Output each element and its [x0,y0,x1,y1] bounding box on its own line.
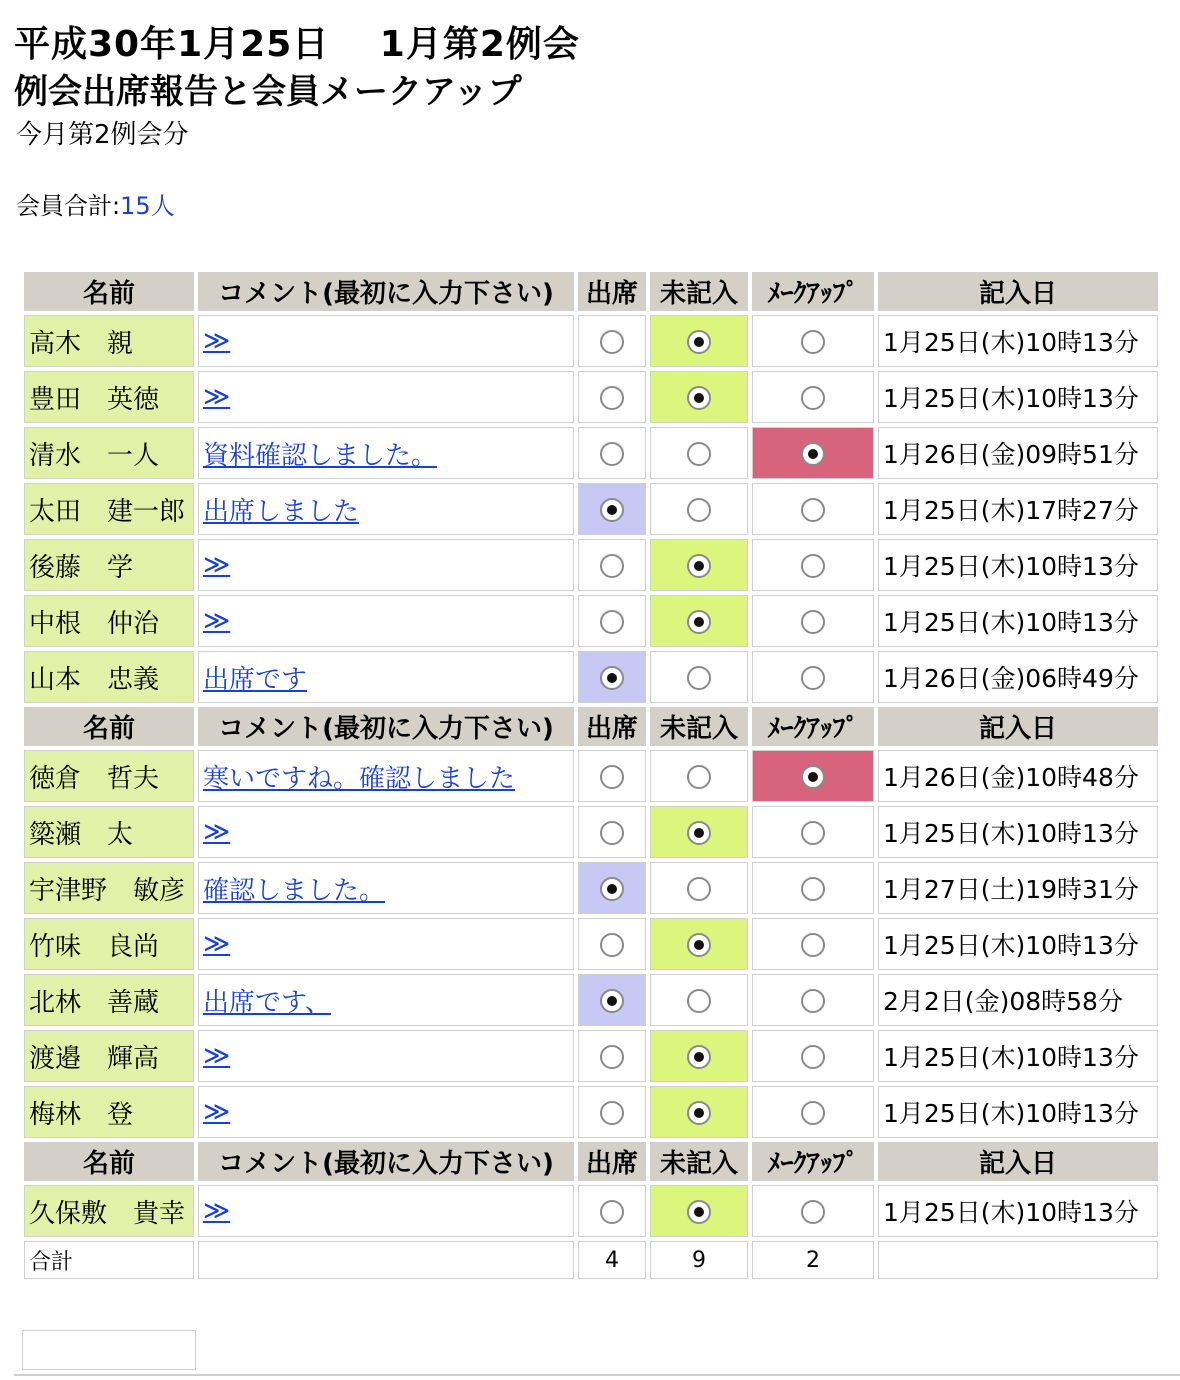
member-name: 太田 建一郎 [24,483,194,535]
column-header: 記入日 [878,272,1158,311]
status-radio[interactable] [600,610,624,634]
status-cell [650,1030,748,1082]
status-cell [578,483,646,535]
comment-cell [198,371,574,423]
status-cell [650,371,748,423]
status-radio[interactable] [687,1045,711,1069]
status-cell [650,595,748,647]
status-radio[interactable] [687,877,711,901]
comment-link[interactable]: ≫ [203,606,231,636]
status-cell [650,918,748,970]
status-cell [650,539,748,591]
comment-cell [198,1086,574,1138]
entry-date: 1月25日(木)10時13分 [878,595,1158,647]
status-cell [650,806,748,858]
status-radio[interactable] [801,610,825,634]
comment-link[interactable]: 出席しました [203,496,360,527]
column-header: 未記入 [650,272,748,311]
table-row [24,1185,1158,1237]
totals-blank [198,1241,574,1279]
status-radio[interactable] [687,386,711,410]
status-cell [752,1185,874,1237]
status-cell [578,750,646,802]
status-cell [650,315,748,367]
status-radio[interactable] [600,877,624,901]
entry-date: 1月25日(木)10時13分 [878,315,1158,367]
comment-link[interactable]: ≫ [203,817,231,847]
comment-cell [198,539,574,591]
total-makeup: 2 [752,1241,874,1279]
table-row [24,427,1158,479]
section-label: 今月第2例会分 [16,120,189,150]
status-cell [752,427,874,479]
status-cell [578,371,646,423]
status-radio[interactable] [687,1200,711,1224]
comment-link[interactable]: 寒いですね。確認しました [203,763,516,794]
status-radio[interactable] [801,1101,825,1125]
status-radio[interactable] [687,765,711,789]
status-radio[interactable] [801,989,825,1013]
status-cell [752,371,874,423]
status-cell [752,750,874,802]
status-radio[interactable] [801,933,825,957]
column-header: 出席 [578,707,646,746]
column-header: 未記入 [650,1142,748,1181]
status-cell [650,974,748,1026]
member-name: 山本 忠義 [24,651,194,703]
table-row [24,651,1158,703]
status-cell [578,974,646,1026]
status-radio[interactable] [687,989,711,1013]
table-row [24,806,1158,858]
comment-cell [198,974,574,1026]
status-cell [650,651,748,703]
column-header: 名前 [24,1142,194,1181]
status-radio[interactable] [801,877,825,901]
status-cell [650,1185,748,1237]
member-name: 梅林 登 [24,1086,194,1138]
status-cell [578,1030,646,1082]
comment-cell [198,1185,574,1237]
totals-blank [878,1241,1158,1279]
entry-date: 1月25日(木)10時13分 [878,918,1158,970]
status-radio[interactable] [600,1101,624,1125]
comment-cell [198,918,574,970]
comment-link[interactable]: ≫ [203,1196,231,1226]
total-present: 4 [578,1241,646,1279]
entry-date: 1月25日(木)10時13分 [878,371,1158,423]
status-radio[interactable] [687,330,711,354]
column-header: コメント(最初に入力下さい) [198,1142,574,1181]
member-name: 後藤 学 [24,539,194,591]
status-radio[interactable] [687,442,711,466]
status-radio[interactable] [600,442,624,466]
status-radio[interactable] [600,330,624,354]
column-header: 出席 [578,1142,646,1181]
status-cell [578,806,646,858]
comment-link[interactable]: ≫ [203,1097,231,1127]
status-cell [578,918,646,970]
entry-date: 1月26日(金)06時49分 [878,651,1158,703]
status-cell [752,974,874,1026]
column-header: 記入日 [878,707,1158,746]
table-row [24,974,1158,1026]
status-radio[interactable] [687,498,711,522]
member-name: 渡邉 輝高 [24,1030,194,1082]
comment-link[interactable]: 出席です、 [203,987,331,1018]
entry-date: 1月25日(木)10時13分 [878,1185,1158,1237]
entry-date: 1月26日(金)10時48分 [878,750,1158,802]
status-radio[interactable] [687,666,711,690]
status-cell [578,1086,646,1138]
member-name: 中根 仲治 [24,595,194,647]
status-radio[interactable] [801,386,825,410]
status-radio[interactable] [600,386,624,410]
comment-link[interactable]: ≫ [203,1041,231,1071]
column-header: ﾒｰｸｱｯﾌﾟ [752,1142,874,1181]
column-header: 名前 [24,272,194,311]
column-header: ﾒｰｸｱｯﾌﾟ [752,707,874,746]
totals-row [24,1241,1158,1279]
member-total-value: 15人 [120,192,175,220]
status-cell [578,595,646,647]
status-radio[interactable] [801,1200,825,1224]
comment-cell [198,806,574,858]
table-row [24,918,1158,970]
column-header: 名前 [24,707,194,746]
comment-link[interactable]: ≫ [203,929,231,959]
total-none: 9 [650,1241,748,1279]
comment-cell [198,651,574,703]
entry-date: 1月25日(木)10時13分 [878,1030,1158,1082]
column-header: 出席 [578,272,646,311]
status-cell [650,750,748,802]
status-radio[interactable] [600,554,624,578]
status-cell [578,315,646,367]
status-radio[interactable] [600,666,624,690]
member-name: 久保敷 貴幸 [24,1185,194,1237]
table-row [24,539,1158,591]
table-header-row [24,707,1158,746]
status-cell [578,427,646,479]
column-header: 未記入 [650,707,748,746]
entry-date: 1月26日(金)09時51分 [878,427,1158,479]
status-radio[interactable] [600,498,624,522]
status-cell [578,1185,646,1237]
member-name: 豊田 英徳 [24,371,194,423]
table-row [24,371,1158,423]
column-header: コメント(最初に入力下さい) [198,707,574,746]
status-radio[interactable] [600,989,624,1013]
status-cell [752,862,874,914]
entry-date: 2月2日(金)08時58分 [878,974,1158,1026]
table-row [24,1086,1158,1138]
page-title: 平成30年1月25日 1月第2例会 [14,24,580,65]
status-cell [650,1086,748,1138]
member-name: 簗瀬 太 [24,806,194,858]
comment-cell [198,750,574,802]
status-radio[interactable] [801,765,825,789]
status-cell [752,595,874,647]
member-name: 北林 善蔵 [24,974,194,1026]
comment-cell [198,427,574,479]
totals-label: 合計 [24,1241,194,1279]
status-radio[interactable] [600,1045,624,1069]
comment-link[interactable]: ≫ [203,382,231,412]
entry-date: 1月27日(土)19時31分 [878,862,1158,914]
table-header-row [24,272,1158,311]
comment-link[interactable]: ≫ [203,550,231,580]
comment-cell [198,862,574,914]
comment-cell [198,595,574,647]
status-radio[interactable] [600,765,624,789]
divider [14,1374,1180,1376]
comment-link[interactable]: 出席です [203,664,308,695]
status-cell [752,1086,874,1138]
table-header-row [24,1142,1158,1181]
comment-cell [198,315,574,367]
table-row [24,315,1158,367]
status-cell [752,315,874,367]
comment-link[interactable]: ≫ [203,326,231,356]
member-name: 宇津野 敏彦 [24,862,194,914]
status-cell [650,427,748,479]
table-row [24,595,1158,647]
status-cell [578,651,646,703]
member-name: 清水 一人 [24,427,194,479]
status-radio[interactable] [801,1045,825,1069]
status-cell [752,806,874,858]
status-radio[interactable] [687,821,711,845]
status-cell [578,539,646,591]
status-cell [752,483,874,535]
entry-date: 1月25日(木)10時13分 [878,806,1158,858]
status-radio[interactable] [801,666,825,690]
comment-link[interactable]: 確認しました。 [203,875,386,906]
column-header: ﾒｰｸｱｯﾌﾟ [752,272,874,311]
status-radio[interactable] [600,1200,624,1224]
status-cell [650,862,748,914]
column-header: 記入日 [878,1142,1158,1181]
status-cell [752,651,874,703]
status-radio[interactable] [687,1101,711,1125]
table-row [24,750,1158,802]
status-radio[interactable] [600,821,624,845]
entry-date: 1月25日(木)17時27分 [878,483,1158,535]
comment-link[interactable]: 資料確認しました。 [203,440,438,471]
status-cell [752,539,874,591]
status-radio[interactable] [801,554,825,578]
status-radio[interactable] [600,933,624,957]
table-row [24,483,1158,535]
status-radio[interactable] [801,442,825,466]
status-cell [752,918,874,970]
entry-date: 1月25日(木)10時13分 [878,539,1158,591]
blank-box [22,1330,196,1370]
comment-cell [198,483,574,535]
table-row [24,862,1158,914]
status-radio[interactable] [801,498,825,522]
member-name: 高木 親 [24,315,194,367]
status-radio[interactable] [801,330,825,354]
status-cell [650,483,748,535]
member-total-label: 会員合計: [16,192,121,220]
status-radio[interactable] [687,554,711,578]
status-radio[interactable] [801,821,825,845]
status-radio[interactable] [687,610,711,634]
entry-date: 1月25日(木)10時13分 [878,1086,1158,1138]
table-row [24,1030,1158,1082]
page-subtitle: 例会出席報告と会員メークアップ [14,72,522,112]
status-cell [578,862,646,914]
member-total [16,186,175,221]
status-cell [752,1030,874,1082]
column-header: コメント(最初に入力下さい) [198,272,574,311]
status-radio[interactable] [687,933,711,957]
comment-cell [198,1030,574,1082]
member-name: 徳倉 哲夫 [24,750,194,802]
attendance-table [20,268,1162,1283]
member-name: 竹味 良尚 [24,918,194,970]
